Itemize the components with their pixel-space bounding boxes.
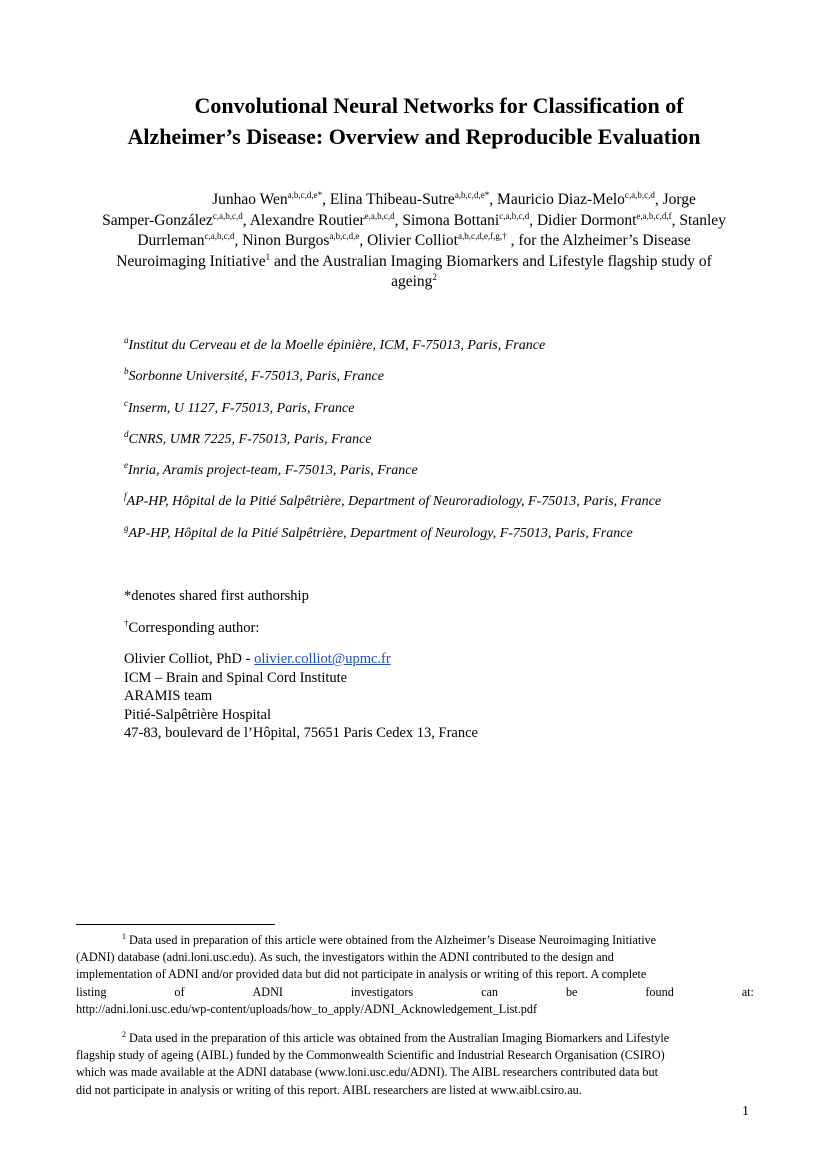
footnote-line: did not participate in analysis or writing of this report. AIBL researchers are listed at www.aibl.csiro.au. [76, 1082, 582, 1097]
affiliation-sup: f [124, 491, 127, 502]
page-number: 1 [742, 1104, 749, 1119]
affiliation-text: Institut du Cerveau et de la Moelle épinière, ICM, F-75013, Paris, France [128, 338, 546, 353]
author-name: , Simona Bottani [394, 211, 500, 229]
footnote-word: can [481, 984, 499, 999]
author-affil-sup: a,b,c,d,e* [454, 190, 490, 200]
contact-address [124, 650, 478, 743]
affiliation-item [124, 524, 661, 555]
affiliation-sup: a [124, 335, 129, 345]
footnote-line: flagship study of ageing (AIBL) funded by the Commonwealth Scientific and Industrial Research Organisation (CSIRO) [76, 1048, 665, 1063]
affiliation-sup: d [124, 428, 129, 439]
author-line-4 [60, 252, 768, 273]
footnote-url[interactable]: http://adni.loni.usc.edu/wp-content/uploads/how_to_apply/ADNI_Acknowledgement_List.pdf [76, 1001, 538, 1016]
author-line-3 [60, 231, 768, 252]
author-affil-sup: a,b,c,d,e,f,g,† [457, 231, 507, 241]
author-name: Junhao Wen [212, 191, 288, 208]
footnote-number: 1 [122, 932, 126, 941]
affiliation-sup: c [124, 397, 128, 408]
affiliation-item [124, 430, 661, 461]
author-affil-sup: e,a,b,c,d [364, 210, 395, 221]
address-line-4: Pitié-Salpêtrière Hospital [124, 706, 271, 723]
author-name: , Elina Thibeau-Sutre [322, 191, 455, 208]
author-name: , Stanley [671, 211, 726, 229]
address-line-3: ARAMIS team [124, 688, 213, 705]
footnote-line: (ADNI) database (adni.loni.usc.edu). As such, the investigators within the ADNI contributed to the design and [76, 950, 614, 965]
footnote-word: be [565, 984, 578, 999]
footnote-word: at: [741, 984, 754, 999]
affiliation-item [124, 492, 661, 523]
author-name: , Alexandre Routier [242, 211, 365, 229]
address-line-2: ICM – Brain and Spinal Cord Institute [124, 669, 348, 686]
footnote-text: Data used in preparation of this article were obtained from the Alzheimer’s Disease Neuroimaging Initiative [126, 933, 657, 947]
author-name: , Ninon Burgos [234, 232, 330, 249]
author-list [60, 190, 768, 293]
footnote-1 [76, 932, 754, 1018]
affiliation-text: Inria, Aramis project-team, F-75013, Paris, France [128, 463, 418, 479]
footnote-ref[interactable]: 1 [265, 251, 271, 262]
footnote-line [76, 932, 754, 949]
dagger-sup: † [124, 618, 129, 628]
footnote-divider [76, 924, 275, 925]
consortium-text: Neuroimaging Initiative [116, 252, 266, 270]
footnote-word: of [174, 984, 185, 999]
consortium-text: , for the Alzheimer’s Disease [506, 232, 691, 249]
title-line-1: Convolutional Neural Networks for Classification of [194, 93, 684, 118]
affiliation-text: AP-HP, Hôpital de la Pitié Salpêtrière, Department of Neurology, F-75013, Paris, France [128, 525, 633, 541]
author-affil-sup: c,a,b,c,d [499, 210, 530, 221]
footnote-line: which was made available at the ADNI database (www.loni.usc.edu/ADNI). The AIBL researchers contributed data but [76, 1065, 658, 1080]
author-line-1 [60, 190, 768, 211]
author-name: , Olivier Colliot [359, 232, 458, 249]
author-affil-sup: c,a,b,c,d [204, 231, 235, 241]
affiliation-list [124, 336, 661, 555]
footnote-2 [76, 1030, 754, 1099]
footnote-number: 2 [122, 1030, 126, 1039]
affiliation-item [124, 336, 661, 367]
address-line-1 [124, 650, 478, 669]
footnote-line: implementation of ADNI and/or provided data but did not participate in analysis or writing of this report. A complete [76, 967, 647, 982]
affiliation-sup: b [124, 366, 129, 377]
corresponding-text: Corresponding author: [128, 620, 260, 636]
shared-authorship-note: *denotes shared first authorship [124, 588, 309, 604]
address-line-5: 47-83, boulevard de l’Hôpital, 75651 Paris Cedex 13, France [124, 725, 478, 742]
affiliation-text: AP-HP, Hôpital de la Pitié Salpêtrière, Department of Neuroradiology, F-75013, Paris, France [126, 494, 662, 510]
author-line-2 [60, 211, 768, 232]
footnote-text: Data used in the preparation of this article was obtained from the Australian Imaging Biomarkers and Lifestyle [126, 1031, 670, 1045]
author-name: , Didier Dormont [529, 211, 637, 229]
affiliation-text: Inserm, U 1127, F-75013, Paris, France [128, 400, 355, 416]
affiliation-text: CNRS, UMR 7225, F-75013, Paris, France [128, 431, 372, 447]
author-name: , Jorge [654, 191, 696, 208]
author-line-5 [60, 272, 768, 293]
paper-title [60, 90, 768, 152]
author-affil-sup: c,a,b,c,d [212, 210, 243, 221]
email-link[interactable]: olivier.colliot@upmc.fr [254, 651, 391, 667]
footnote-line [76, 1030, 754, 1047]
consortium-text: and the Australian Imaging Biomarkers and Lifestyle flagship study of [270, 252, 712, 270]
author-name: Samper-González [102, 211, 213, 229]
footnote-word: listing [76, 984, 107, 999]
title-line-2: Alzheimer’s Disease: Overview and Reproducible Evaluation [127, 124, 701, 149]
affiliation-text: Sorbonne Université, F-75013, Paris, France [128, 369, 384, 385]
affiliation-sup: g [124, 522, 129, 533]
footnote-word: investigators [350, 984, 414, 999]
footnote-line [76, 984, 754, 1001]
author-affil-sup: c,a,b,c,d [624, 190, 655, 200]
footnote-ref[interactable]: 2 [432, 272, 437, 282]
affiliation-item [124, 399, 661, 430]
affiliation-item [124, 461, 661, 492]
corresponding-author-label [124, 618, 259, 638]
author-affil-sup: a,b,c,d,e [329, 231, 360, 241]
affiliation-item [124, 367, 661, 398]
footnote-word: ADNI [252, 984, 283, 999]
author-name: , Mauricio Diaz-Melo [489, 191, 625, 208]
author-affil-sup: e,a,b,c,d,f [636, 210, 672, 221]
author-affil-sup: a,b,c,d,e* [287, 190, 323, 200]
footnote-word: found [645, 984, 674, 999]
consortium-text: ageing [391, 273, 433, 290]
contact-name: Olivier Colliot, PhD - [124, 651, 255, 667]
author-name: Durrleman [137, 232, 205, 249]
affiliation-sup: e [124, 460, 128, 471]
